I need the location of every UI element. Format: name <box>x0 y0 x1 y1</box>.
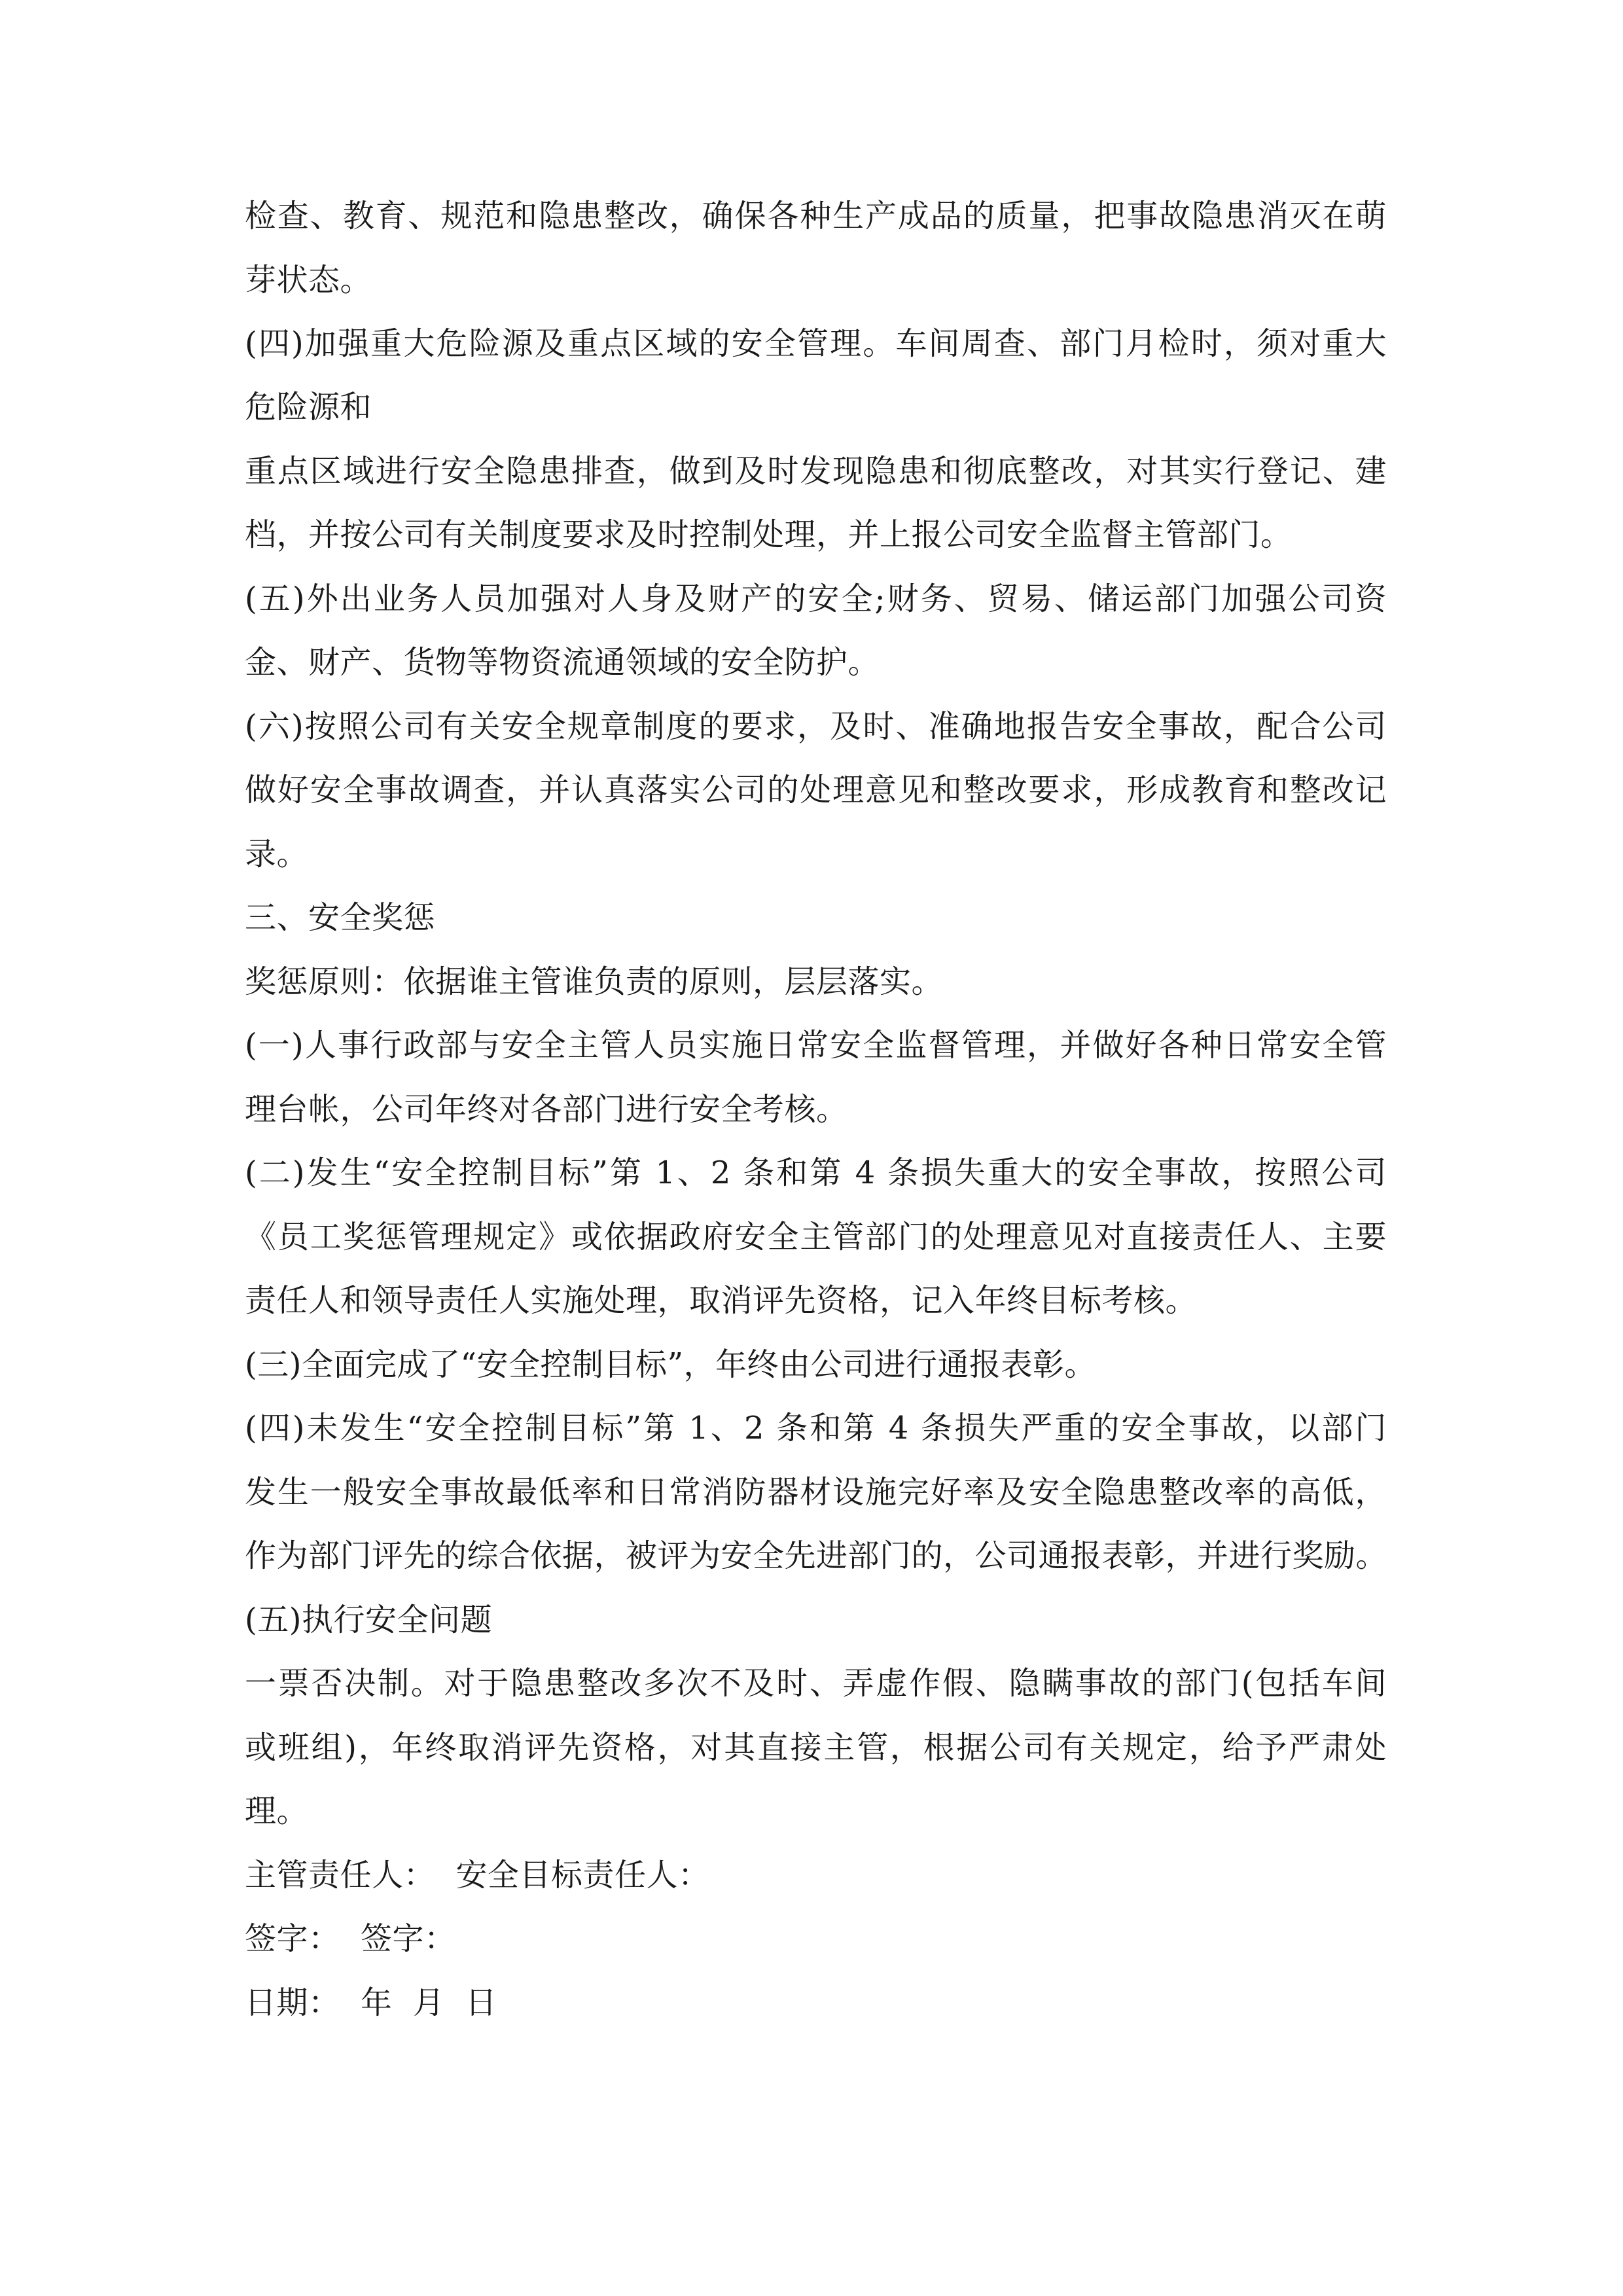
text-line: (四)加强重大危险源及重点区域的安全管理。车间周查、部门月检时，须对重大 <box>245 325 1387 362</box>
signature-fields: 签字： 签字： <box>245 1920 456 1957</box>
text-line: 奖惩原则：依据谁主管谁负责的原则，层层落实。 <box>245 963 944 1000</box>
text-line: (二)发生“安全控制目标”第 1、2 条和第 4 条损失重大的安全事故，按照公司 <box>245 1155 1387 1191</box>
text-line: (六)按照公司有关安全规章制度的要求，及时、准确地报告安全事故，配合公司 <box>245 708 1387 745</box>
text-line: (五)执行安全问题 <box>245 1602 492 1638</box>
text-line: 理。 <box>245 1793 309 1829</box>
date-field: 日期： 年 月 日 <box>245 1984 497 2021</box>
text-line: 一票否决制。对于隐患整改多次不及时、弄虚作假、隐瞒事故的部门(包括车间 <box>245 1665 1387 1702</box>
signature-roles: 主管责任人： 安全目标责任人： <box>245 1857 710 1893</box>
text-line: 做好安全事故调查，并认真落实公司的处理意见和整改要求，形成教育和整改记 <box>245 772 1387 808</box>
text-line: 档，并按公司有关制度要求及时控制处理，并上报公司安全监督主管部门。 <box>245 516 1293 553</box>
text-line: 危险源和 <box>245 389 372 425</box>
text-line: 作为部门评先的综合依据，被评为安全先进部门的，公司通报表彰，并进行奖励。 <box>245 1537 1388 1574</box>
text-line: (四)未发生“安全控制目标”第 1、2 条和第 4 条损失严重的安全事故，以部门 <box>245 1410 1387 1446</box>
text-line: 理台帐，公司年终对各部门进行安全考核。 <box>245 1091 848 1128</box>
text-line: 发生一般安全事故最低率和日常消防器材设施完好率及安全隐患整改率的高低， <box>245 1474 1387 1511</box>
text-line: (一)人事行政部与安全主管人员实施日常安全监督管理，并做好各种日常安全管 <box>245 1027 1387 1064</box>
text-line: (五)外出业务人员加强对人身及财产的安全;财务、贸易、储运部门加强公司资 <box>245 581 1387 617</box>
text-line: 金、财产、货物等物资流通领域的安全防护。 <box>245 644 880 681</box>
text-line: 责任人和领导责任人实施处理，取消评先资格，记入年终目标考核。 <box>245 1282 1198 1319</box>
section-heading: 三、安全奖惩 <box>245 899 436 936</box>
text-line: 检查、教育、规范和隐患整改，确保各种生产成品的质量，把事故隐患消灭在萌 <box>245 198 1387 234</box>
text-line: (三)全面完成了“安全控制目标”，年终由公司进行通报表彰。 <box>245 1346 1097 1383</box>
text-line: 《员工奖惩管理规定》或依据政府安全主管部门的处理意见对直接责任人、主要 <box>245 1219 1387 1255</box>
text-line: 重点区域进行安全隐患排查，做到及时发现隐患和彻底整改，对其实行登记、建 <box>245 453 1387 490</box>
text-line: 录。 <box>245 836 309 872</box>
text-line: 芽状态。 <box>245 262 372 298</box>
text-line: 或班组)，年终取消评先资格，对其直接主管，根据公司有关规定，给予严肃处 <box>245 1729 1387 1766</box>
